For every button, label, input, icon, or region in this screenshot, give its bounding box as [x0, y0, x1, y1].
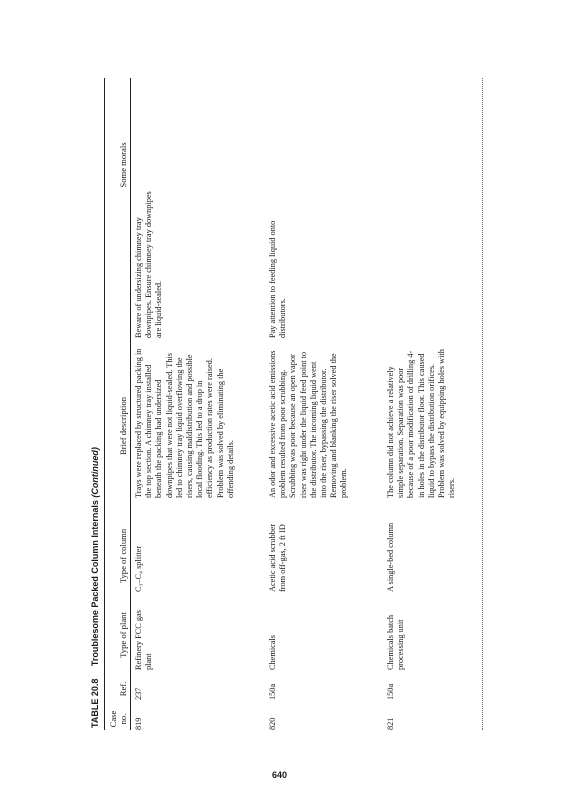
row2-column: Acetic acid scrubber from off-gas, 2 ft ID	[268, 523, 288, 592]
header-rule	[130, 78, 131, 730]
row2-case: 820	[268, 717, 277, 730]
header-description: Brief description	[118, 397, 128, 455]
header-plant: Type of plant	[118, 612, 128, 658]
top-rule	[104, 78, 105, 730]
row3-ref: 150a	[386, 683, 395, 700]
row1-case: 819	[134, 717, 143, 730]
row2-description: An odor and excessive acetic acid emissions problem resulted from poor scrubbing. Scrubbing was poor because an open vapor riser was right under the liquid feed point to the distributor. The incoming liquid went into the riser, bypassing the distributor. Removing and blanking the riser solved the problem.	[268, 350, 349, 498]
row1-description: Trays were replaced by structured packing in the top section. A chimney tray installed beneath the packing had undersized downpipes that were not liquid-sealed. This led to chimney tray liquid overflowing the risers, causing maldistribution and possible local flooding. This led to a drop in efficiency as production rates were raised. Problem was solved by eliminating the offending details.	[134, 348, 235, 498]
table-number: TABLE 20.8	[90, 678, 100, 728]
row3-column: A single-bed column	[386, 522, 395, 592]
header-ref: Ref.	[118, 681, 128, 697]
page-number: 640	[272, 770, 288, 780]
rotated-table	[90, 50, 490, 730]
header-case-line1: Case	[108, 710, 118, 728]
row1-plant: Refinery FCC gas plant	[134, 610, 154, 670]
row3-case: 821	[386, 717, 395, 730]
row1-column: C₃–C₄ splitter	[134, 545, 143, 592]
row3-plant: Chemicals batch processing unit	[386, 614, 406, 670]
header-morals: Some morals	[118, 142, 128, 188]
row2-plant: Chemicals	[268, 634, 277, 670]
table-title: Troublesome Packed Column Internals	[90, 500, 100, 667]
header-case-line2: no.	[118, 713, 128, 725]
table-continued: (Continued)	[90, 447, 100, 498]
header-case	[108, 708, 128, 730]
header-column-type: Type of column	[118, 528, 128, 584]
row3-description: The column did not achieve a relatively simple separation. Separation was poor because of a poor modification of drilling 4-in holes in the distributor floor. This caused liquid to bypass the distribution orifices. Problem was solved by equipping holes with risers.	[386, 349, 457, 498]
row1-morals: Beware of undersizing chimney tray downpipes. Ensure chimney tray downpipes are liquid-sealed.	[134, 191, 164, 338]
table-caption	[90, 447, 100, 728]
row1-ref: 237	[134, 687, 143, 700]
row2-morals: Pay attention to feeding liquid onto distributors.	[268, 220, 288, 338]
bottom-rule	[482, 78, 483, 730]
row2-ref: 150a	[268, 683, 277, 700]
